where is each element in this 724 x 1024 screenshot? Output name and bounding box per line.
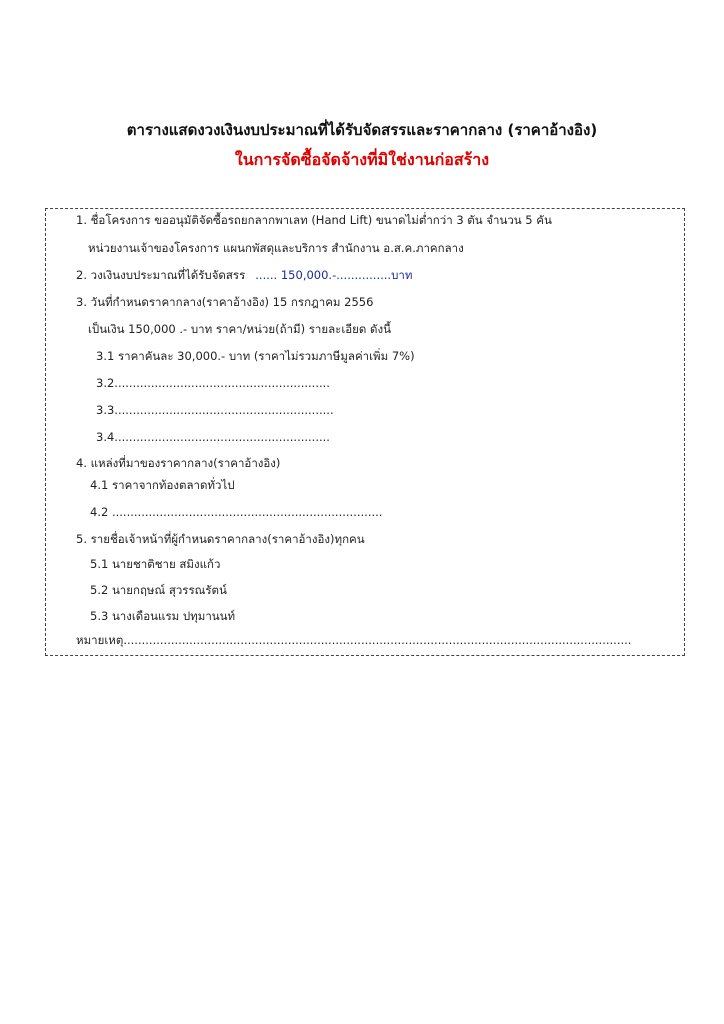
officer-5-2: 5.2 นายกฤษณ์ สุวรรณรัตน์ xyxy=(90,583,227,597)
price-item-3-3: 3.3............................................................ xyxy=(96,403,334,417)
price-item-3-1: 3.1 ราคาคันละ 30,000.- บาท (ราคาไม่รวมภาษีมูลค่าเพิ่ม 7%) xyxy=(96,349,415,363)
officer-5-3: 5.3 นางเดือนแรม ปทุมานนท์ xyxy=(90,609,236,623)
budget-row xyxy=(76,267,412,283)
reference-date: 3. วันที่กำหนดราคากลาง(ราคาอ้างอิง) 15 กรกฎาคม 2556 xyxy=(76,295,374,309)
price-item-3-4: 3.4........................................................... xyxy=(96,430,330,444)
document-subtitle: ในการจัดซื้อจัดจ้างที่มิใช่งานก่อสร้าง xyxy=(234,150,490,169)
officers-heading: 5. รายชื่อเจ้าหน้าที่ผู้กำหนดราคากลาง(ราคาอ้างอิง)ทุกคน xyxy=(76,532,365,546)
source-item-4-2: 4.2 .......................................................................... xyxy=(90,505,383,519)
source-item-4-1: 4.1 ราคาจากท้องตลาดทั่วไป xyxy=(90,478,235,492)
remarks: หมายเหตุ........................................................................................................................................... xyxy=(76,633,632,647)
total-amount: เป็นเงิน 150,000 .- บาท ราคา/หน่วย(ถ้ามี) รายละเอียด ดังนี้ xyxy=(88,322,391,336)
budget-label: 2. วงเงินงบประมาณที่ได้รับจัดสรร xyxy=(76,268,246,282)
price-item-3-2: 3.2........................................................... xyxy=(96,376,330,390)
owner-unit: หน่วยงานเจ้าของโครงการ แผนกพัสดุและบริการ สำนักงาน อ.ส.ค.ภาคกลาง xyxy=(88,241,464,255)
source-heading: 4. แหล่งที่มาของราคากลาง(ราคาอ้างอิง) xyxy=(76,456,281,470)
officer-5-1: 5.1 นายชาติชาย สมิงแก้ว xyxy=(90,557,221,571)
budget-value: ...... 150,000.-...............บาท xyxy=(255,268,413,282)
project-name: 1. ชื่อโครงการ ขออนุมัติจัดซื้อรถยกลากพาเลท (Hand Lift) ขนาดไม่ต่ำกว่า 3 ตัน จำนวน 5 คัน xyxy=(76,213,552,227)
document-title: ตารางแสดงวงเงินงบประมาณที่ได้รับจัดสรรและราคากลาง (ราคาอ้างอิง) xyxy=(126,121,598,139)
